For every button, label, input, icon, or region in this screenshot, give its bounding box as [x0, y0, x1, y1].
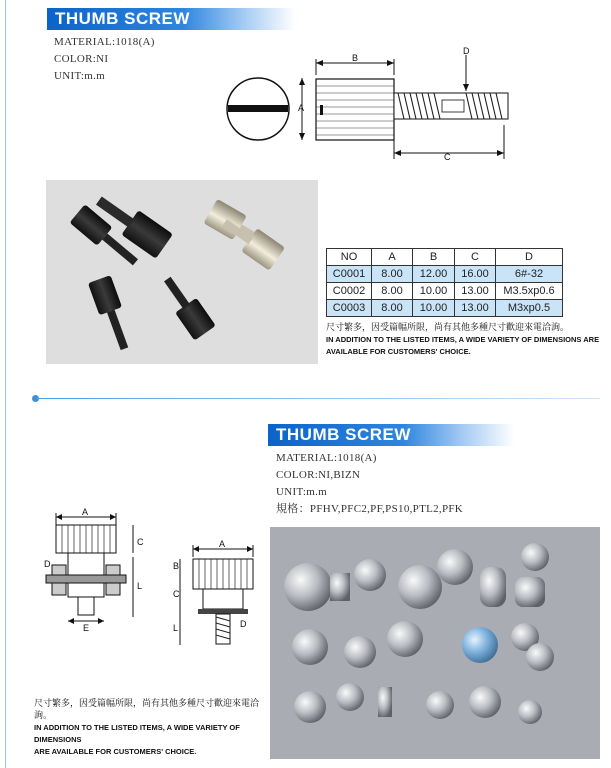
section2-note: [34, 698, 274, 758]
table-cell: 8.00: [372, 283, 413, 300]
d2-label-l-right: L: [173, 623, 179, 633]
d2-label-c-right: C: [173, 589, 180, 599]
col-header-c: C: [455, 249, 496, 266]
section-separator: [36, 398, 600, 399]
dim-label-b: B: [352, 53, 359, 63]
left-margin-rule: [5, 0, 6, 768]
section1-note-en-2: AVAILABLE FOR CUSTOMERS' CHOICE.: [326, 347, 471, 356]
section1-technical-drawing: [220, 45, 520, 165]
table-row: [327, 300, 563, 317]
section1-title: THUMB SCREW: [47, 8, 295, 30]
section2-spec-models: 規格：PFHV,PFC2,PF,PS10,PTL2,PFK: [276, 503, 464, 515]
section2-unit: UNIT:m.m: [276, 486, 328, 498]
table-cell: 6#-32: [496, 266, 563, 283]
dim-label-a: A: [298, 103, 305, 113]
section1-product-photo: [46, 180, 318, 364]
section2-specs: [276, 450, 463, 518]
dim-label-d: D: [463, 46, 470, 56]
table-cell: C0002: [327, 283, 372, 300]
table-cell: 10.00: [413, 300, 455, 317]
col-header-no: NO: [327, 249, 372, 266]
d2-label-d-right: D: [240, 619, 247, 629]
col-header-b: B: [413, 249, 455, 266]
table-cell: 13.00: [455, 283, 496, 300]
section2-technical-drawing: [38, 505, 268, 655]
section2-product-photo: [270, 527, 600, 759]
section2-note-en-2: ARE AVAILABLE FOR CUSTOMERS' CHOICE.: [34, 747, 197, 756]
d2-label-l-left: L: [137, 581, 143, 591]
section2-material: MATERIAL:1018(A): [276, 452, 377, 464]
table-cell: C0003: [327, 300, 372, 317]
d2-label-d-left: D: [44, 559, 51, 569]
section2-title: THUMB SCREW: [268, 424, 514, 446]
section1-specs: [54, 34, 155, 85]
d2-label-a-left: A: [82, 507, 89, 517]
section1-color: COLOR:NI: [54, 53, 109, 65]
section2-color: COLOR:NI,BIZN: [276, 469, 361, 481]
section1-note-zh: 尺寸繁多，因受篇幅所限，尚有其他多種尺寸歡迎來電洽詢。: [326, 323, 570, 333]
section2-note-zh: 尺寸繁多，因受篇幅所限，尚有其他多種尺寸歡迎來電洽詢。: [34, 699, 260, 721]
section1-note-en-1: IN ADDITION TO THE LISTED ITEMS, A WIDE VARIETY OF DIMENSIONS ARE: [326, 335, 600, 344]
section1-material: MATERIAL:1018(A): [54, 36, 155, 48]
table-cell: 8.00: [372, 266, 413, 283]
table-cell: C0001: [327, 266, 372, 283]
table-cell: 13.00: [455, 300, 496, 317]
screw-head: [316, 79, 394, 140]
d2-label-b: B: [173, 561, 180, 571]
section1-note: [326, 322, 606, 358]
col-header-a: A: [372, 249, 413, 266]
table-cell: M3xp0.5: [496, 300, 563, 317]
col-header-d: D: [496, 249, 563, 266]
table-cell: 8.00: [372, 300, 413, 317]
table-cell: 10.00: [413, 283, 455, 300]
screw-slot: [228, 105, 288, 112]
table-row: [327, 283, 563, 300]
table-cell: M3.5xp0.6: [496, 283, 563, 300]
table-header-row: [327, 249, 563, 266]
table-row: [327, 266, 563, 283]
d2-label-c-left: C: [137, 537, 144, 547]
section1-unit: UNIT:m.m: [54, 70, 106, 82]
d2-label-e: E: [83, 623, 90, 633]
section2-note-en-1: IN ADDITION TO THE LISTED ITEMS, A WIDE VARIETY OF DIMENSIONS: [34, 723, 240, 744]
table-cell: 12.00: [413, 266, 455, 283]
dim-label-c: C: [444, 152, 451, 162]
table-cell: 16.00: [455, 266, 496, 283]
d2-label-a-right: A: [219, 539, 226, 549]
dimension-table: [326, 248, 563, 317]
